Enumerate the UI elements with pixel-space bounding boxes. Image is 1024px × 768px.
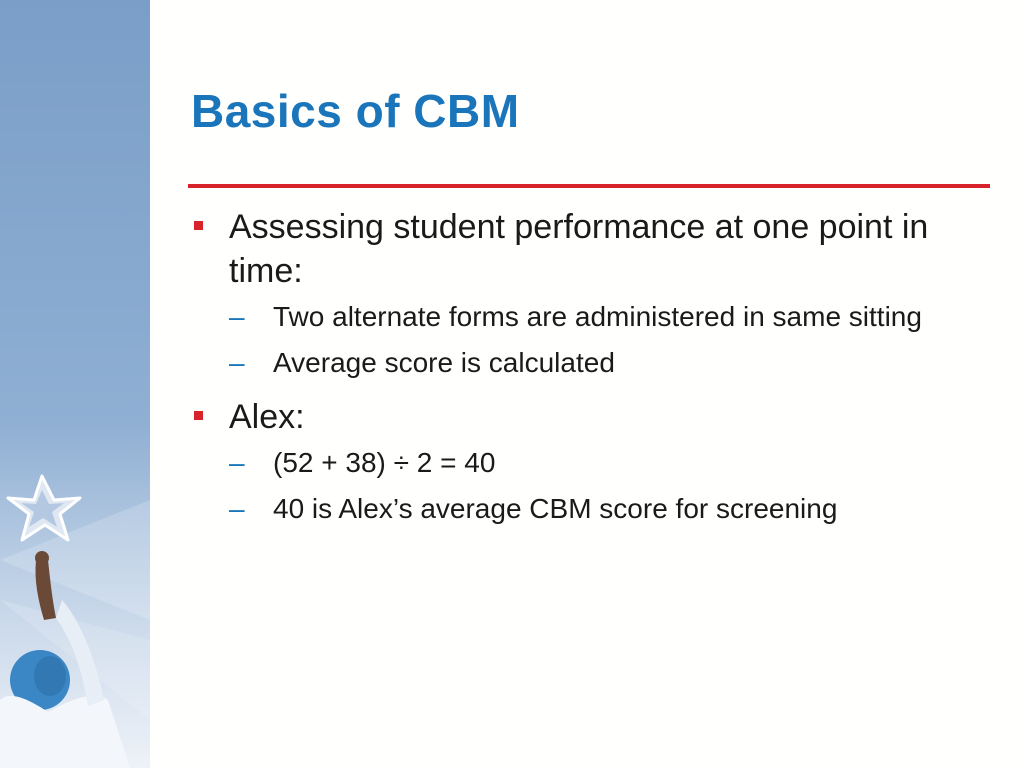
dash-bullet-icon: – — [229, 493, 245, 524]
square-bullet-icon — [194, 221, 203, 230]
sub-bullet-list — [229, 443, 990, 529]
star-icon — [8, 476, 80, 540]
square-bullet-icon — [194, 411, 203, 420]
slide-title: Basics of CBM — [191, 85, 520, 137]
bullet-text: Assessing student performance at one point in time: — [229, 208, 929, 290]
sub-bullet-list — [229, 297, 990, 383]
sub-bullet-text: Two alternate forms are administered in same sitting — [273, 301, 922, 332]
bullet-text: Alex: — [229, 398, 305, 436]
bullet-item — [190, 205, 990, 383]
sub-bullet-text: Average score is calculated — [273, 347, 615, 378]
sub-bullet-item — [229, 297, 990, 337]
dash-bullet-icon: – — [229, 447, 245, 478]
bullet-list — [190, 205, 990, 541]
sub-bullet-item — [229, 489, 990, 529]
decorative-sidebar — [0, 0, 150, 768]
dash-bullet-icon: – — [229, 301, 245, 332]
sub-bullet-item — [229, 343, 990, 383]
title-divider — [188, 184, 990, 188]
sub-bullet-text: (52 + 38) ÷ 2 = 40 — [273, 447, 496, 478]
sidebar-artwork — [0, 0, 150, 768]
bullet-item — [190, 395, 990, 529]
dash-bullet-icon: – — [229, 347, 245, 378]
sub-bullet-item — [229, 443, 990, 483]
sub-bullet-text: 40 is Alex’s average CBM score for screening — [273, 493, 838, 524]
